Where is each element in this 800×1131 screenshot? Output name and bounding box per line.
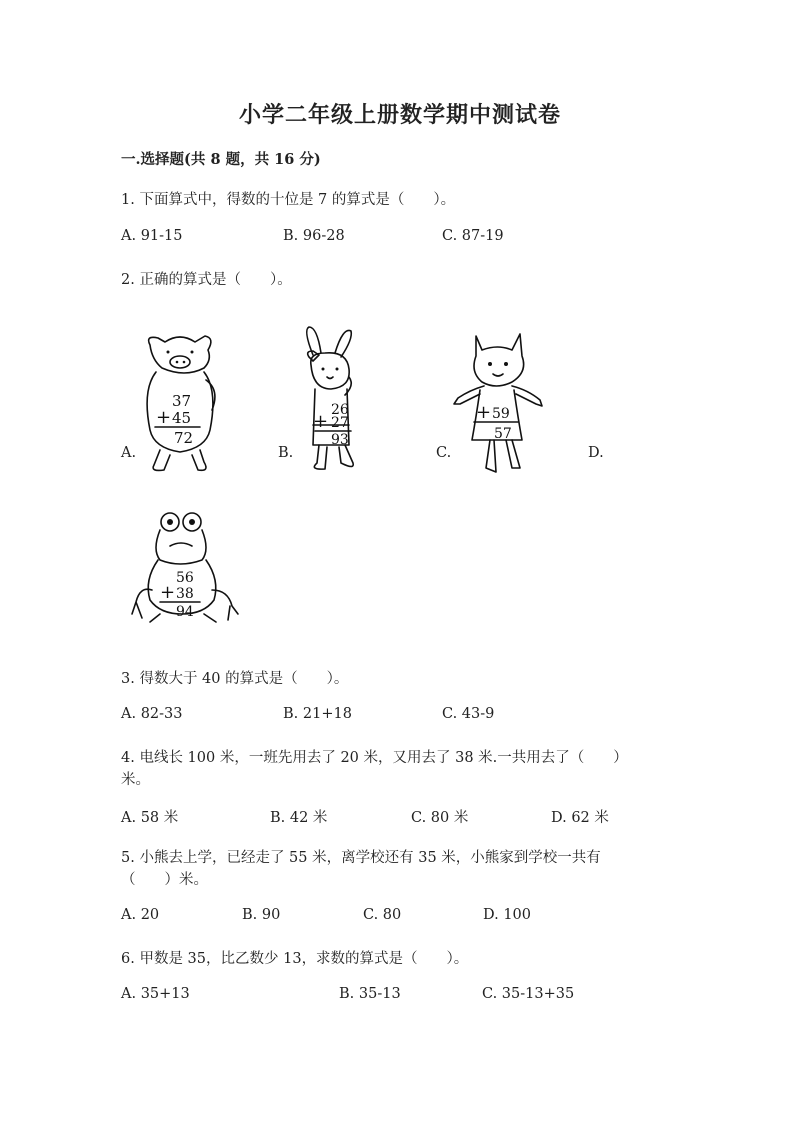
cat-addend-b: 59: [492, 406, 510, 422]
frog-operator: +: [160, 582, 176, 603]
section-heading: 一.选择题(共 8 题，共 16 分): [121, 151, 321, 168]
question-3: 3. 得数大于 40 的算式是（ ）。: [121, 671, 349, 687]
q2-option-a[interactable]: A.: [121, 445, 137, 461]
pig-addend-a: 37: [172, 392, 192, 410]
q6-option-c[interactable]: C. 35-13+35: [482, 986, 575, 1002]
question-4-line-2: 米。: [121, 772, 150, 788]
q4-option-b[interactable]: B. 42 米: [270, 810, 328, 826]
frog-addend-b: 38: [176, 586, 194, 602]
frog-addend-a: 56: [176, 570, 194, 586]
cat-result: 57: [494, 426, 512, 442]
page-title: 小学二年级上册数学期中测试卷: [238, 102, 561, 128]
rabbit-operator: +: [313, 411, 329, 432]
rabbit-result: 93: [331, 432, 349, 448]
q4-option-c[interactable]: C. 80 米: [411, 810, 469, 826]
frog-result: 94: [176, 604, 194, 620]
frog-illustration: [130, 510, 240, 634]
q2-option-d[interactable]: D.: [588, 445, 604, 461]
q5-option-c[interactable]: C. 80: [363, 907, 402, 923]
q6-option-a[interactable]: A. 35+13: [121, 986, 190, 1002]
pig-result: 72: [174, 429, 194, 447]
rabbit-addend-b: 27: [331, 415, 349, 431]
q3-option-c[interactable]: C. 43-9: [442, 706, 495, 722]
question-6: 6. 甲数是 35，比乙数少 13，求数的算式是（ ）。: [121, 951, 469, 967]
cat-illustration: [450, 328, 550, 487]
question-1: 1. 下面算式中，得数的十位是 7 的算式是（ ）。: [121, 192, 456, 208]
question-5-line-1: 5. 小熊去上学，已经走了 55 米，离学校还有 35 米，小熊家到学校一共有: [121, 850, 601, 866]
q4-option-a[interactable]: A. 58 米: [121, 810, 179, 826]
q5-option-b[interactable]: B. 90: [242, 907, 281, 923]
q5-option-a[interactable]: A. 20: [121, 907, 160, 923]
q2-option-c[interactable]: C.: [436, 445, 452, 461]
question-5-line-2: （ ）米。: [121, 872, 208, 888]
question-2: 2. 正确的算式是（ ）。: [121, 272, 292, 288]
q4-option-d[interactable]: D. 62 米: [551, 810, 609, 826]
q1-option-b[interactable]: B. 96-28: [283, 228, 345, 244]
q3-option-a[interactable]: A. 82-33: [121, 706, 183, 722]
q2-option-b[interactable]: B.: [278, 445, 294, 461]
rabbit-addend-a: 26: [331, 402, 349, 418]
q1-option-a[interactable]: A. 91-15: [121, 228, 183, 244]
q1-option-c[interactable]: C. 87-19: [442, 228, 504, 244]
question-4-line-1: 4. 电线长 100 米，一班先用去了 20 米，又用去了 38 米.一共用去了（ ）: [121, 750, 628, 766]
pig-addend-b: 45: [172, 409, 192, 427]
cat-operator: +: [476, 402, 492, 423]
pig-operator: +: [156, 407, 172, 428]
q5-option-d[interactable]: D. 100: [483, 907, 532, 923]
q6-option-b[interactable]: B. 35-13: [339, 986, 401, 1002]
q3-option-b[interactable]: B. 21+18: [283, 706, 352, 722]
pig-illustration: [140, 330, 225, 484]
rabbit-illustration: [295, 325, 375, 484]
